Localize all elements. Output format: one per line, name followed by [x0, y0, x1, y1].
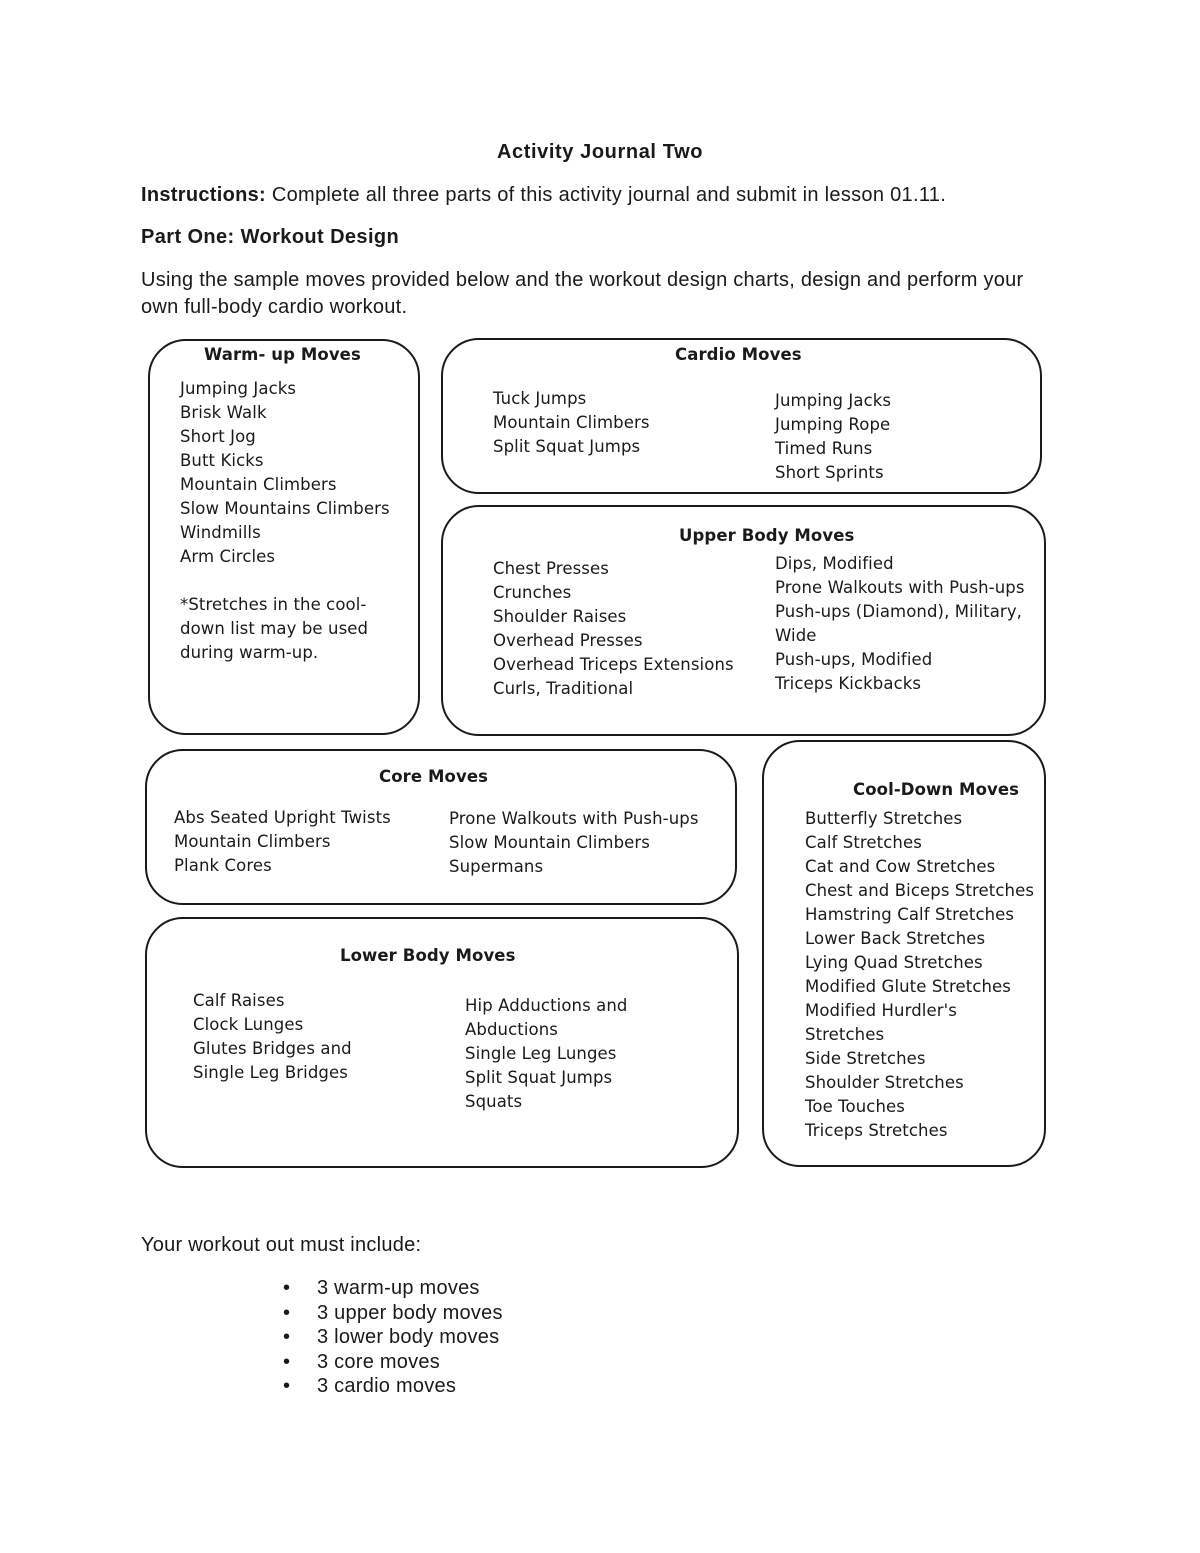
cooldown-moves-box	[762, 740, 1046, 1167]
lower-box-title: Lower Body Moves	[340, 946, 516, 965]
instructions	[141, 184, 946, 207]
note-line: *Stretches in the cool-	[180, 595, 367, 614]
warmup-moves-box	[148, 339, 420, 735]
bullet: •	[283, 1375, 291, 1398]
list-item: Single Leg Bridges	[193, 1063, 348, 1082]
list-item: Mountain Climbers	[174, 832, 331, 851]
cardio-list-left	[493, 387, 650, 459]
list-item: Cat and Cow Stretches	[805, 857, 996, 876]
list-item: Butterfly Stretches	[805, 809, 963, 828]
list-item: Prone Walkouts with Push-ups	[775, 578, 1025, 597]
list-item: Plank Cores	[174, 856, 272, 875]
list-item: Shoulder Raises	[493, 607, 627, 626]
list-item: Timed Runs	[775, 439, 873, 458]
list-item: Push-ups (Diamond), Military,	[775, 602, 1023, 621]
document-title: Activity Journal Two	[496, 141, 704, 163]
upper-body-moves-box	[441, 505, 1046, 736]
upper-box-title: Upper Body Moves	[679, 526, 855, 545]
list-item: Triceps Stretches	[805, 1121, 948, 1140]
list-item: Shoulder Stretches	[805, 1073, 964, 1092]
intro-paragraph: Using the sample moves provided below and the workout design charts, design and perform your own full-body cardio workout.	[141, 269, 1024, 318]
list-item: Jumping Jacks	[180, 379, 297, 398]
list-item: Lying Quad Stretches	[805, 953, 983, 972]
core-list-right	[449, 807, 699, 879]
list-item: Arm Circles	[180, 547, 276, 566]
list-item: Short Sprints	[775, 463, 884, 482]
core-box-title: Core Moves	[379, 767, 489, 786]
lower-list-right	[465, 994, 627, 1114]
note-line: during warm-up.	[180, 643, 319, 662]
list-item: Glutes Bridges and	[193, 1039, 352, 1058]
list-item: • 3 warm-up moves	[283, 1277, 480, 1299]
note-line: down list may be used	[180, 619, 369, 638]
list-item: Split Squat Jumps	[465, 1068, 613, 1087]
list-item: Calf Raises	[193, 991, 285, 1010]
list-item: Supermans	[449, 857, 544, 876]
core-list-left	[174, 806, 391, 878]
list-item: Modified Hurdler's	[805, 1001, 957, 1020]
cooldown-list	[805, 807, 1034, 1143]
cooldown-box-title: Cool-Down Moves	[853, 780, 1020, 799]
list-item: Dips, Modified	[775, 554, 894, 573]
bullet: •	[283, 1277, 291, 1299]
requirements-list	[283, 1276, 503, 1399]
warmup-box-title: Warm- up Moves	[204, 345, 361, 364]
list-item: Jumping Rope	[775, 415, 891, 434]
list-item: Side Stretches	[805, 1049, 926, 1068]
list-item: Modified Glute Stretches	[805, 977, 1012, 996]
list-item: Tuck Jumps	[493, 389, 587, 408]
list-item: • 3 cardio moves	[283, 1375, 457, 1398]
bullet: •	[283, 1301, 291, 1324]
list-item: Overhead Presses	[493, 631, 643, 650]
list-item: Slow Mountain Climbers	[449, 833, 650, 852]
instructions-text: Complete all three parts of this activity journal and submit in lesson 01.11.	[266, 184, 947, 206]
list-item: Chest Presses	[493, 559, 609, 578]
bullet: •	[283, 1350, 291, 1373]
list-item: • 3 lower body moves	[283, 1326, 500, 1349]
warmup-list	[180, 377, 390, 569]
list-item: Single Leg Lunges	[465, 1044, 617, 1063]
list-item: Hamstring Calf Stretches	[805, 905, 1015, 924]
list-item: Mountain Climbers	[180, 475, 337, 494]
cardio-list-right	[775, 389, 891, 485]
list-item: • 3 core moves	[283, 1350, 441, 1373]
requirements-intro: Your workout out must include:	[141, 1234, 422, 1256]
list-item: Windmills	[180, 523, 261, 542]
list-item: Lower Back Stretches	[805, 929, 986, 948]
lower-list-left	[193, 989, 352, 1085]
lower-body-moves-box	[145, 917, 739, 1168]
list-item: Toe Touches	[805, 1097, 905, 1116]
instructions-label: Instructions:	[141, 184, 267, 206]
list-item: Wide	[775, 626, 817, 645]
list-item: Slow Mountains Climbers	[180, 499, 390, 518]
list-item: Mountain Climbers	[493, 413, 650, 432]
upper-list-right	[775, 552, 1025, 696]
list-item: Short Jog	[180, 427, 256, 446]
warmup-note	[180, 593, 368, 665]
list-item: Crunches	[493, 583, 572, 602]
part-one-title: Part One: Workout Design	[141, 226, 400, 248]
list-item: Squats	[465, 1092, 523, 1111]
upper-list-left	[493, 557, 734, 701]
list-item: Curls, Traditional	[493, 679, 634, 698]
list-item: Jumping Jacks	[775, 391, 892, 410]
list-item: Split Squat Jumps	[493, 437, 641, 456]
list-item: Stretches	[805, 1025, 885, 1044]
list-item: Abs Seated Upright Twists	[174, 808, 391, 827]
core-moves-box	[145, 749, 737, 905]
bullet: •	[283, 1326, 291, 1349]
cardio-moves-box	[441, 338, 1042, 494]
cardio-box-title: Cardio Moves	[675, 345, 802, 364]
list-item: Brisk Walk	[180, 403, 267, 422]
list-item: Calf Stretches	[805, 833, 922, 852]
list-item: Hip Adductions and	[465, 996, 628, 1015]
list-item: Clock Lunges	[193, 1015, 304, 1034]
list-item: Push-ups, Modified	[775, 650, 933, 669]
list-item: Chest and Biceps Stretches	[805, 881, 1035, 900]
list-item: Triceps Kickbacks	[775, 674, 922, 693]
list-item: Abductions	[465, 1020, 558, 1039]
list-item: • 3 upper body moves	[283, 1301, 503, 1324]
list-item: Prone Walkouts with Push-ups	[449, 809, 699, 828]
list-item: Butt Kicks	[180, 451, 264, 470]
list-item: Overhead Triceps Extensions	[493, 655, 734, 674]
